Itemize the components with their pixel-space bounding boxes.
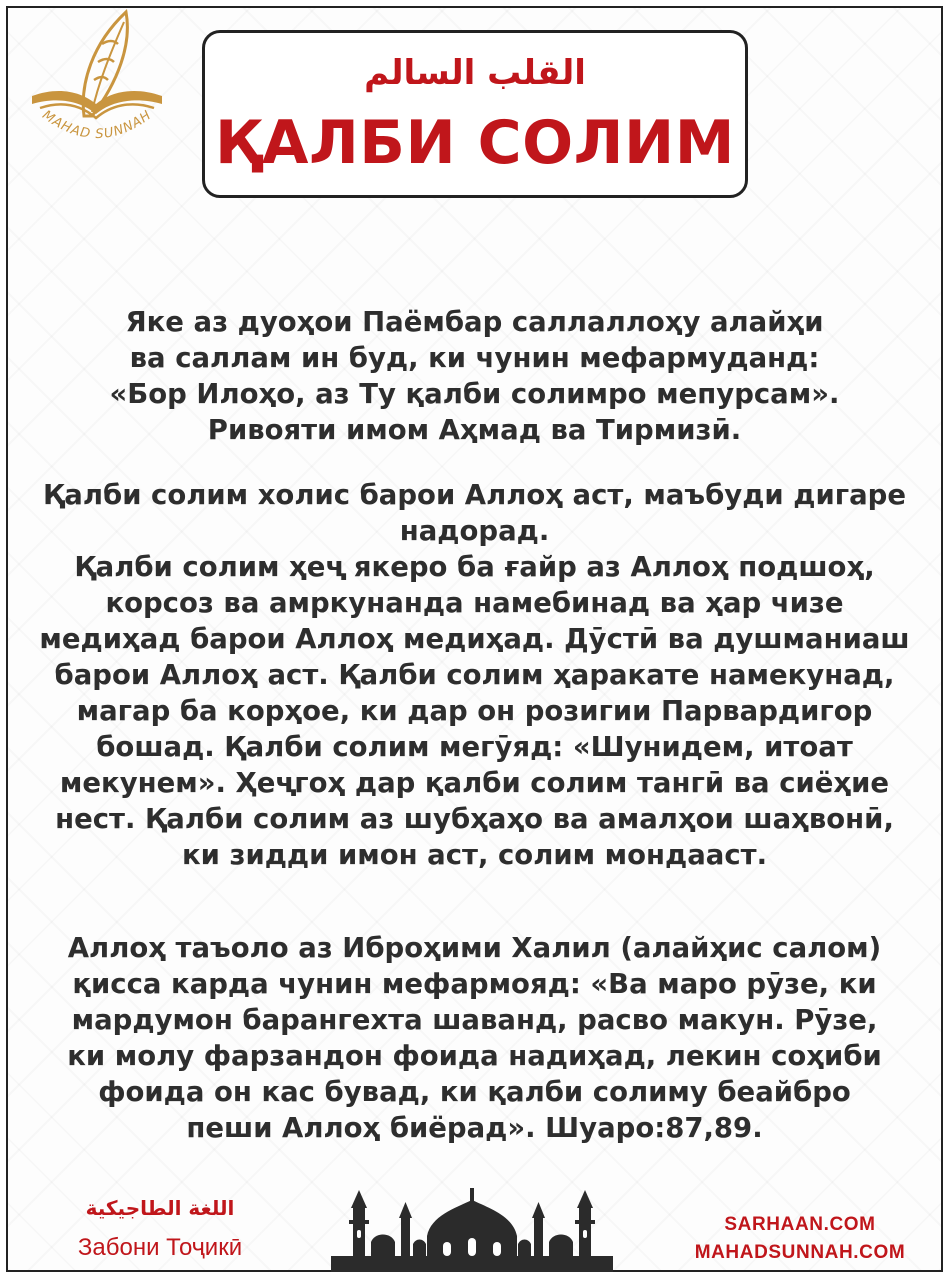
text-line: бошад. Қалби солим мегӯяд: «Шунидем, итоат <box>96 731 853 763</box>
text-line: мекунем». Ҳеҷгоҳ дар қалби солим тангӣ ва сиёҳие <box>59 767 890 799</box>
text-line: барои Аллоҳ аст. Қалби солим ҳаракате намекунад, <box>54 659 895 691</box>
text-line: Қалби солим ҳеҷ якеро ба ғайр аз Аллоҳ подшоҳ, <box>74 551 875 583</box>
paragraph-explanation <box>18 477 931 873</box>
text-line: Қалби солим холис барои Аллоҳ аст, маъбуди дигаре <box>42 479 906 511</box>
mosque-silhouette-icon <box>331 1186 613 1272</box>
text-line: магар ба корҳое, ки дар он розигии Парвардигор <box>76 695 873 727</box>
footer-language: Забони Тоҷикӣ <box>77 1234 243 1261</box>
text-line: қисса карда чунин мефармояд: «Ва маро рӯзе, ки <box>72 968 877 1000</box>
title-arabic: القلب السالم <box>364 53 586 93</box>
mahad-sunnah-logo <box>14 4 180 154</box>
text-line: ки зидди имон аст, солим мондааст. <box>181 839 768 871</box>
website-link-mahadsunnah[interactable]: MAHADSUNNAH.COM <box>694 1242 906 1263</box>
text-line: ки молу фарзандон фоида надиҳад, лекин соҳиби <box>67 1040 882 1072</box>
text-line: медиҳад барои Аллоҳ медиҳад. Дӯстӣ ва душманиаш <box>39 623 910 655</box>
page-title: ҚАЛБИ СОЛИМ <box>215 108 735 178</box>
text-line: «Бор Илоҳо, аз Ту қалби солимро мепурсам». <box>109 378 840 410</box>
paragraph-quran <box>18 930 931 1146</box>
text-line: Ривояти имом Аҳмад ва Тирмизӣ. <box>207 414 742 446</box>
website-link-sarhaan[interactable]: SARHAAN.COM <box>724 1214 876 1235</box>
logo-caption: MAHAD SUNNAH <box>39 107 155 143</box>
paragraph-hadith <box>18 304 931 448</box>
text-line: Яке аз дуоҳои Паёмбар саллаллоҳу алайҳи <box>125 306 824 338</box>
text-line: Аллоҳ таъоло аз Иброҳими Халил (алайҳис салом) <box>67 932 882 964</box>
text-line: нест. Қалби солим аз шубҳаҳо ва амалҳои шаҳвонӣ, <box>55 803 894 835</box>
text-line: корсоз ва амркунанда намебинад ва ҳар чизе <box>105 587 844 619</box>
text-line: надорад. <box>399 515 550 547</box>
text-line: пеши Аллоҳ биёрад». Шуаро:87,89. <box>186 1112 763 1144</box>
title-box <box>202 30 748 198</box>
text-line: ва саллам ин буд, ки чунин мефармуданд: <box>129 342 820 374</box>
footer-language-arabic: اللغة الطاجيكية <box>85 1196 235 1220</box>
text-line: фоида он кас бувад, ки қалби солиму беайбро <box>98 1076 851 1108</box>
text-line: мардумон барангехта шаванд, расво макун. Рӯзе, <box>71 1004 878 1036</box>
